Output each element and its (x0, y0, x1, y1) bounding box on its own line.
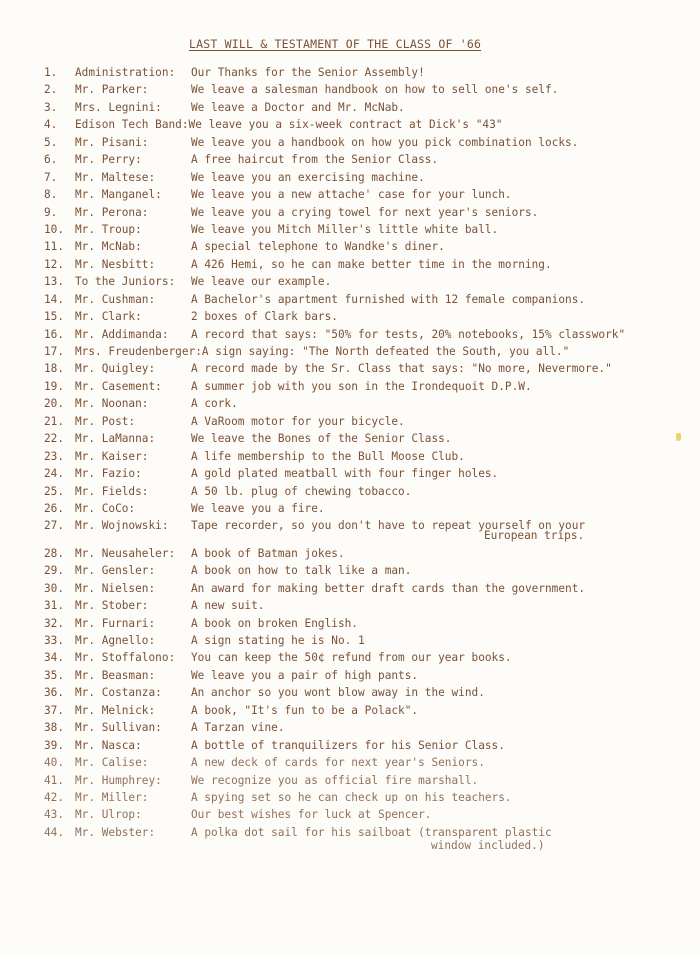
bequest-line: A bottle of tranquilizers for his Senior Class. (191, 738, 505, 752)
recipient-name: Mr. Stoffalono: (75, 651, 176, 665)
item-number: 37. (44, 703, 65, 717)
recipient-name: Mr. Ulrop: (75, 808, 142, 822)
item-number: 11. (44, 240, 65, 254)
bequest-text (191, 547, 684, 560)
recipient-name: Mr. Maltese: (75, 170, 156, 184)
bequest-line: A special telephone to Wandke's diner. (191, 240, 445, 254)
item-number: 8. (44, 188, 58, 202)
item-number: 17. (44, 345, 65, 358)
bequest-line: Our best wishes for luck at Spencer. (191, 808, 432, 822)
bequest-text (191, 450, 684, 463)
item-number: 4. (44, 118, 58, 132)
bequest-text (191, 136, 684, 149)
recipient-name: Mr. Furnari: (75, 616, 156, 630)
bequest-text (191, 153, 684, 166)
bequest-text (191, 826, 684, 852)
list-item (44, 450, 684, 463)
item-number: 10. (44, 222, 65, 236)
recipient-name: Mr. Nielsen: (75, 581, 156, 595)
item-number: 42. (44, 790, 65, 804)
bequest-text (191, 519, 684, 542)
item-number: 35. (44, 668, 65, 682)
bequest-text (191, 467, 684, 480)
item-number: 32. (44, 616, 65, 630)
item-number: 29. (44, 564, 65, 578)
bequest-text (191, 310, 684, 323)
bequest-line: A gold plated meatball with four finger holes. (191, 467, 499, 481)
item-number: 18. (44, 362, 65, 376)
item-number: 40. (44, 756, 65, 770)
recipient-name: Mrs. Freudenberger: (75, 345, 202, 358)
item-number: 27. (44, 519, 65, 533)
bequest-text (191, 808, 684, 821)
entry-list (44, 66, 684, 856)
bequest-text (191, 651, 684, 664)
list-item (44, 519, 684, 542)
item-number: 13. (44, 275, 65, 289)
recipient-name: Mr. CoCo: (75, 501, 136, 515)
item-number: 33. (44, 634, 65, 647)
bequest-line: A record made by the Sr. Class that says: "No more, Nevermore." (191, 362, 612, 376)
bequest-text (191, 756, 684, 769)
bequest-line: A Tarzan vine. (191, 721, 285, 735)
item-number: 44. (44, 825, 65, 839)
list-item (44, 153, 684, 166)
list-item (44, 432, 684, 445)
item-number: 36. (44, 686, 65, 700)
bequest-text (191, 599, 684, 612)
item-number: 1. (44, 66, 58, 79)
item-number: 24. (44, 467, 65, 481)
item-number: 39. (44, 738, 65, 752)
bequest-line: Tape recorder, so you don't have to repeat yourself on your (191, 519, 586, 533)
bequest-text (191, 582, 684, 595)
list-item (44, 223, 684, 236)
list-item (44, 599, 684, 612)
item-number: 38. (44, 721, 65, 735)
bequest-line: We leave our example. (191, 275, 332, 289)
bequest-line: A polka dot sail for his sailboat (transparent plastic (191, 825, 552, 839)
recipient-name: Edison Tech Band: (75, 118, 189, 132)
list-item (44, 258, 684, 271)
bequest-text (191, 258, 684, 271)
recipient-name: Mrs. Legnini: (75, 100, 162, 114)
bequest-text (191, 380, 684, 393)
list-item (44, 651, 684, 664)
list-item (44, 774, 684, 787)
bequest-text (191, 739, 684, 752)
list-item (44, 686, 684, 699)
recipient-name: Mr. Fazio: (75, 467, 142, 481)
item-number: 41. (44, 773, 65, 787)
list-item (44, 101, 684, 114)
item-number: 34. (44, 651, 65, 665)
bequest-text (189, 118, 684, 131)
recipient-name: Mr. Agnello: (75, 634, 156, 647)
bequest-line: We leave you a fire. (191, 501, 325, 515)
recipient-name: Mr. Sullivan: (75, 721, 162, 735)
list-item (44, 704, 684, 717)
recipient-name: Mr. Nasca: (75, 738, 142, 752)
bequest-line: A new suit. (191, 599, 265, 613)
bequest-line: We leave you Mitch Miller's little white ball. (191, 222, 499, 236)
list-item (44, 206, 684, 219)
bequest-line: A sign saying: "The North defeated the South, you all." (201, 345, 570, 358)
list-item (44, 240, 684, 253)
item-number: 2. (44, 83, 58, 97)
bequest-line: A sign stating he is No. 1 (191, 634, 365, 647)
bequest-text (191, 617, 684, 630)
recipient-name: Mr. Beasman: (75, 668, 156, 682)
item-number: 25. (44, 484, 65, 498)
list-item (44, 669, 684, 682)
item-number: 6. (44, 153, 58, 167)
recipient-name: Mr. Wojnowski: (75, 519, 169, 533)
item-number: 20. (44, 397, 65, 411)
recipient-name: Mr. Webster: (75, 825, 156, 839)
recipient-name: Mr. McNab: (75, 240, 142, 254)
bequest-line: We leave you a handbook on how you pick combination locks. (191, 135, 579, 149)
list-item (44, 721, 684, 734)
recipient-name: Mr. Perona: (75, 205, 149, 219)
list-item (44, 310, 684, 323)
item-number: 19. (44, 379, 65, 393)
bequest-text (191, 502, 684, 515)
recipient-name: Mr. Miller: (75, 790, 149, 804)
list-item (44, 564, 684, 577)
recipient-name: Mr. Cushman: (75, 292, 156, 306)
item-number: 23. (44, 449, 65, 463)
item-number: 16. (44, 327, 65, 341)
list-item (44, 188, 684, 201)
bequest-text (191, 362, 684, 375)
bequest-text (191, 188, 684, 201)
item-number: 30. (44, 581, 65, 595)
bequest-text (191, 432, 684, 445)
recipient-name: Mr. Nesbitt: (75, 257, 156, 271)
bequest-line: A book of Batman jokes. (191, 546, 345, 560)
bequest-continuation: European trips. (484, 529, 585, 543)
item-number: 7. (44, 170, 58, 184)
list-item (44, 66, 684, 79)
bequest-continuation: window included.) (431, 838, 545, 852)
recipient-name: Mr. Stober: (75, 599, 149, 613)
bequest-text (191, 240, 684, 253)
list-item (44, 582, 684, 595)
list-item (44, 502, 684, 515)
recipient-name: Mr. Calise: (75, 756, 149, 770)
list-item (44, 328, 684, 341)
bequest-line: We leave the Bones of the Senior Class. (191, 432, 452, 446)
recipient-name: Mr. Gensler: (75, 564, 156, 578)
recipient-name: Mr. Clark: (75, 310, 142, 324)
bequest-text (191, 397, 684, 410)
bequest-line: A free haircut from the Senior Class. (191, 153, 439, 167)
list-item (44, 808, 684, 821)
bequest-line: A 50 lb. plug of chewing tobacco. (191, 484, 412, 498)
bequest-line: A Bachelor's apartment furnished with 12 female companions. (191, 292, 586, 306)
list-item (44, 791, 684, 804)
bequest-text (191, 206, 684, 219)
list-item (44, 136, 684, 149)
bequest-line: A new deck of cards for next year's Seniors. (191, 756, 485, 770)
item-number: 5. (44, 135, 58, 149)
bequest-line: A book, "It's fun to be a Polack". (191, 703, 419, 717)
list-item (44, 826, 684, 852)
bequest-text (191, 101, 684, 114)
page-title: LAST WILL & TESTAMENT OF THE CLASS OF '66 (189, 37, 482, 51)
item-number: 31. (44, 599, 65, 613)
bequest-text (191, 721, 684, 734)
recipient-name: Mr. Kaiser: (75, 449, 149, 463)
bequest-text (191, 704, 684, 717)
recipient-name: Mr. Casement: (75, 379, 162, 393)
bequest-line: A spying set so he can check up on his teachers. (191, 790, 512, 804)
bequest-text (191, 791, 684, 804)
recipient-name: Mr. Parker: (75, 83, 149, 97)
bequest-line: We recognize you as official fire marshall. (191, 773, 479, 787)
bequest-text (191, 415, 684, 428)
item-number: 43. (44, 808, 65, 822)
recipient-name: Mr. LaManna: (75, 432, 156, 446)
list-item (44, 171, 684, 184)
bequest-text (202, 345, 684, 358)
item-number: 3. (44, 100, 58, 114)
bequest-text (191, 485, 684, 498)
bequest-line: An anchor so you wont blow away in the wind. (191, 686, 485, 700)
bequest-text (191, 774, 684, 787)
recipient-name: Mr. Addimanda: (75, 327, 169, 341)
bequest-line: We leave you a crying towel for next year's seniors. (191, 205, 539, 219)
yellow-mark (676, 433, 681, 441)
item-number: 26. (44, 501, 65, 515)
bequest-line: We leave a salesman handbook on how to sell one's self. (191, 83, 559, 97)
bequest-line: A cork. (191, 397, 238, 411)
bequest-line: A book on broken English. (191, 616, 358, 630)
bequest-line: A record that says: "50% for tests, 20% notebooks, 15% classwork" (191, 327, 626, 341)
list-item (44, 293, 684, 306)
bequest-line: Our Thanks for the Senior Assembly! (191, 66, 425, 79)
bequest-line: A book on how to talk like a man. (191, 564, 412, 578)
recipient-name: Mr. Costanza: (75, 686, 162, 700)
recipient-name: Mr. Pisani: (75, 135, 149, 149)
item-number: 28. (44, 546, 65, 560)
list-item (44, 547, 684, 560)
bequest-line: A life membership to the Bull Moose Club. (191, 449, 465, 463)
recipient-name: Mr. Quigley: (75, 362, 156, 376)
bequest-line: A VaRoom motor for your bicycle. (191, 414, 405, 428)
bequest-text (191, 171, 684, 184)
item-number: 14. (44, 292, 65, 306)
bequest-text (191, 293, 684, 306)
list-item (44, 415, 684, 428)
list-item (44, 617, 684, 630)
list-item (44, 345, 684, 358)
bequest-text (191, 66, 684, 79)
list-item (44, 362, 684, 375)
bequest-text (191, 686, 684, 699)
bequest-text (191, 275, 684, 288)
item-number: 9. (44, 205, 58, 219)
recipient-name: Mr. Noonan: (75, 397, 149, 411)
list-item (44, 275, 684, 288)
list-item (44, 485, 684, 498)
recipient-name: Mr. Neusaheler: (75, 546, 176, 560)
bequest-line: We leave you a pair of high pants. (191, 668, 419, 682)
bequest-line: A 426 Hemi, so he can make better time in the morning. (191, 257, 552, 271)
recipient-name: Mr. Perry: (75, 153, 142, 167)
recipient-name: Mr. Humphrey: (75, 773, 162, 787)
bequest-line: An award for making better draft cards than the government. (191, 581, 586, 595)
list-item (44, 83, 684, 96)
bequest-text (191, 564, 684, 577)
list-item (44, 756, 684, 769)
item-number: 12. (44, 257, 65, 271)
list-item (44, 380, 684, 393)
list-item (44, 739, 684, 752)
bequest-line: We leave a Doctor and Mr. McNab. (191, 100, 405, 114)
recipient-name: Mr. Manganel: (75, 188, 162, 202)
list-item (44, 467, 684, 480)
recipient-name: Mr. Melnick: (75, 703, 156, 717)
bequest-text (191, 83, 684, 96)
bequest-line: We leave you a six-week contract at Dick's "43" (188, 118, 503, 132)
bequest-line: 2 boxes of Clark bars. (191, 310, 338, 324)
item-number: 21. (44, 414, 65, 428)
recipient-name: Mr. Troup: (75, 222, 142, 236)
bequest-text (191, 328, 684, 341)
bequest-text (191, 223, 684, 236)
recipient-name: Mr. Fields: (75, 484, 149, 498)
list-item (44, 634, 684, 647)
recipient-name: Mr. Post: (75, 414, 136, 428)
bequest-text (191, 669, 684, 682)
bequest-line: We leave you an exercising machine. (191, 170, 425, 184)
item-number: 15. (44, 310, 65, 324)
recipient-name: To the Juniors: (75, 275, 176, 289)
item-number: 22. (44, 432, 65, 446)
bequest-line: A summer job with you son in the Irondequoit D.P.W. (191, 379, 532, 393)
bequest-line: We leave you a new attache' case for your lunch. (191, 188, 512, 202)
bequest-line: You can keep the 50¢ refund from our year books. (191, 651, 512, 665)
list-item (44, 397, 684, 410)
list-item (44, 118, 684, 131)
recipient-name: Administration: (75, 66, 176, 79)
bequest-text (191, 634, 684, 647)
